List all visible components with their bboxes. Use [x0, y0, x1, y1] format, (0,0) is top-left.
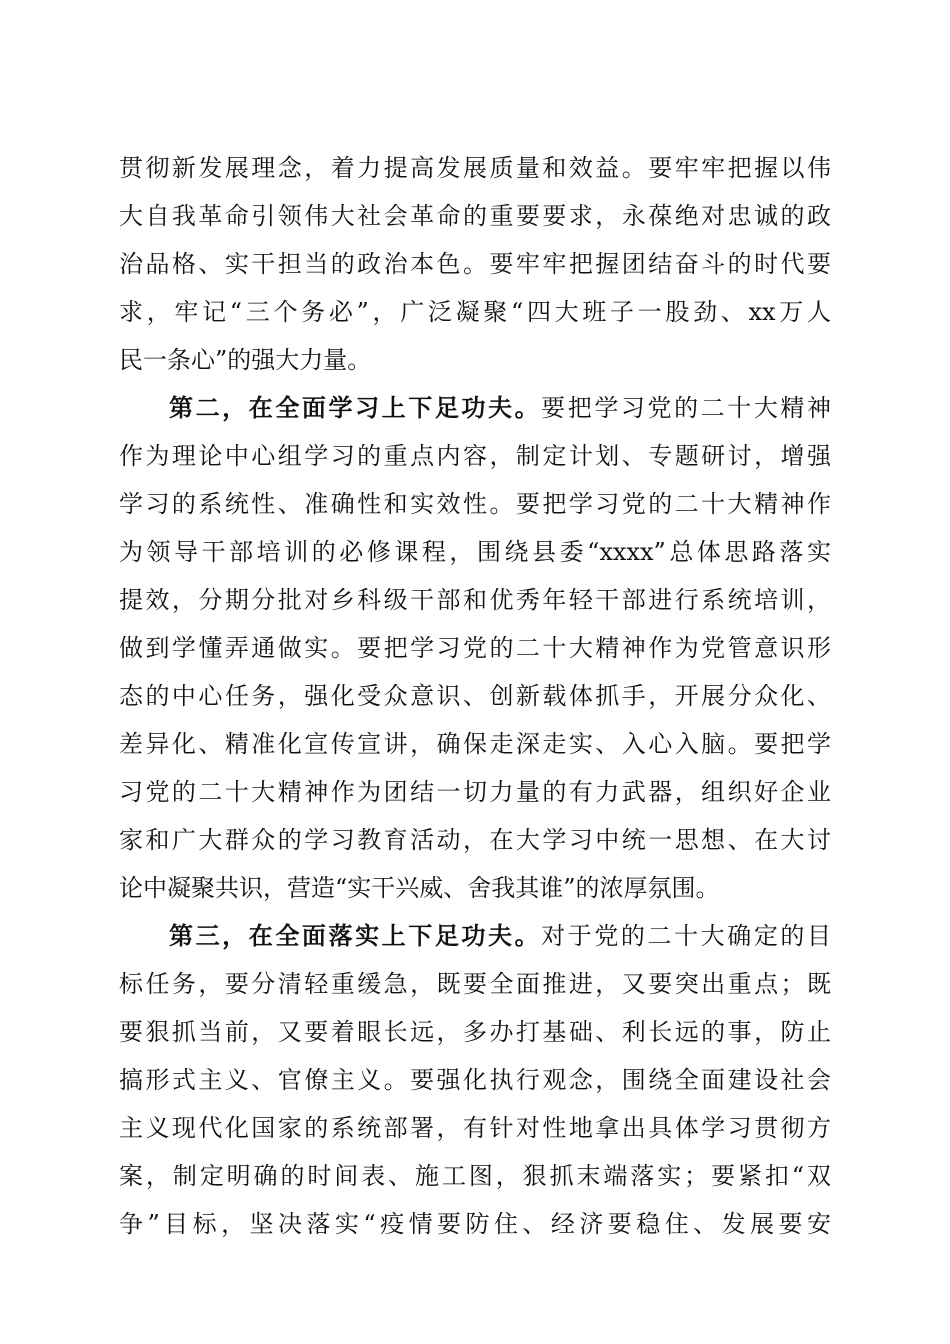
paragraph-2 [119, 384, 831, 912]
paragraph-3 [119, 912, 831, 1248]
paragraph-line: 态的中心任务，强化受众意识、创新载体抓手，开展分众化、 [119, 682, 831, 710]
document-body [119, 144, 831, 1248]
paragraph-line: 家和广大群众的学习教育活动，在大学习中统一思想、在大讨 [119, 826, 831, 854]
paragraph-text: 要把学习党的二十大精神 [541, 394, 831, 422]
paragraph-line: 搞形式主义、官僚主义。要强化执行观念，围绕全面建设社会 [119, 1066, 831, 1094]
paragraph-1 [119, 144, 831, 384]
paragraph-line: 要狠抓当前，又要着眼长远，多办打基础、利长远的事，防止 [119, 1018, 831, 1046]
paragraph-line: 论中凝聚共识，营造“实干兴威、舍我其谁”的浓厚氛围。 [119, 874, 720, 902]
paragraph-line: 学习的系统性、准确性和实效性。要把学习党的二十大精神作 [119, 490, 831, 518]
paragraph-line: 标任务，要分清轻重缓急，既要全面推进，又要突出重点；既 [119, 970, 831, 998]
section-heading: 第三，在全面落实上下足功夫。 [169, 921, 542, 950]
paragraph-line: 民一条心”的强大力量。 [119, 346, 372, 374]
paragraph-line: 争”目标，坚决落实“疫情要防住、经济要稳住、发展要安 [119, 1210, 831, 1238]
paragraph-line: 主义现代化国家的系统部署，有针对性地拿出具体学习贯彻方 [119, 1114, 831, 1142]
paragraph-text: 对于党的二十大确定的目 [541, 922, 831, 950]
paragraph-line: 习党的二十大精神作为团结一切力量的有力武器，组织好企业 [119, 778, 831, 806]
paragraph-line: 大自我革命引领伟大社会革命的重要要求，永葆绝对忠诚的政 [119, 202, 831, 230]
section-heading: 第二，在全面学习上下足功夫。 [169, 393, 542, 422]
paragraph-line: 做到学懂弄通做实。要把学习党的二十大精神作为党管意识形 [119, 634, 831, 662]
paragraph-line: 案，制定明确的时间表、施工图，狠抓末端落实；要紧扣“双 [119, 1162, 831, 1190]
paragraph-line: 提效，分期分批对乡科级干部和优秀年轻干部进行系统培训， [119, 586, 831, 614]
paragraph-line: 作为理论中心组学习的重点内容，制定计划、专题研讨，增强 [119, 442, 831, 470]
paragraph-line: 治品格、实干担当的政治本色。要牢牢把握团结奋斗的时代要 [119, 250, 831, 278]
paragraph-line: 为领导干部培训的必修课程，围绕县委“xxxx”总体思路落实 [119, 538, 831, 566]
paragraph-first-line [119, 384, 831, 432]
paragraph-line: 求，牢记“三个务必”，广泛凝聚“四大班子一股劲、xx万人 [119, 298, 831, 326]
paragraph-first-line [119, 912, 831, 960]
paragraph-line: 差异化、精准化宣传宣讲，确保走深走实、入心入脑。要把学 [119, 730, 831, 758]
paragraph-line: 贯彻新发展理念，着力提高发展质量和效益。要牢牢把握以伟 [119, 154, 831, 182]
